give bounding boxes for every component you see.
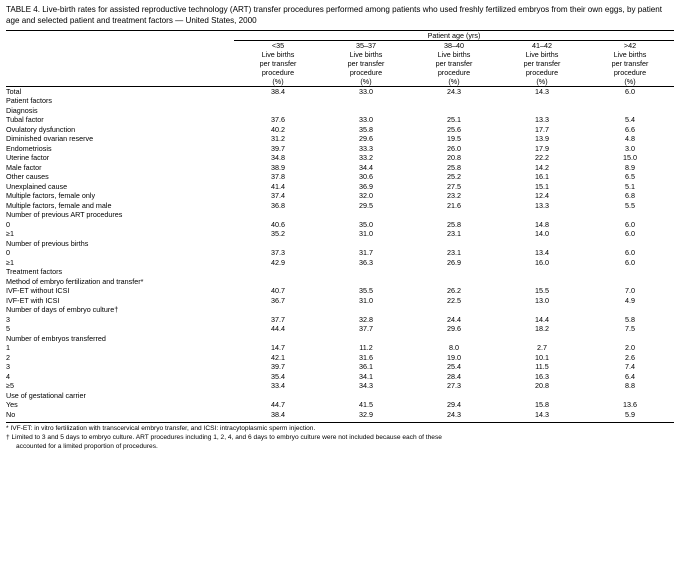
row-value: 5.1 — [625, 181, 635, 191]
row-value: 25.2 — [447, 172, 461, 181]
row-label: Total — [6, 86, 22, 96]
row-value: 16.1 — [535, 172, 549, 181]
row-label: 3 — [6, 314, 10, 324]
row-value — [498, 334, 586, 344]
row-value — [498, 305, 586, 315]
row-value: 37.3 — [271, 248, 285, 257]
column-header-spacer — [6, 40, 234, 86]
row-value — [234, 391, 322, 401]
row-value: 14.8 — [535, 219, 549, 229]
row-value: 27.3 — [447, 381, 461, 390]
row-value: 29.5 — [359, 200, 373, 210]
row-label: 2 — [6, 352, 10, 362]
table-row — [6, 134, 674, 144]
table-row — [6, 277, 674, 287]
table-row — [6, 400, 674, 410]
row-value: 19.5 — [447, 134, 461, 143]
row-label: 5 — [6, 324, 10, 333]
row-label: ≥1 — [6, 257, 14, 267]
row-value — [498, 267, 586, 277]
row-value: 15.0 — [623, 153, 637, 162]
row-value: 26.9 — [447, 257, 461, 267]
row-label: Treatment factors — [6, 267, 63, 276]
row-value — [586, 305, 674, 315]
row-value — [322, 96, 410, 106]
row-label: ≥1 — [6, 229, 14, 238]
row-value: 24.3 — [447, 86, 461, 96]
row-value — [586, 210, 674, 220]
row-value: 6.6 — [625, 124, 635, 134]
row-value: 24.4 — [447, 314, 461, 324]
row-label: No — [6, 409, 16, 419]
row-label: Number of previous births — [6, 238, 89, 248]
row-value: 36.3 — [359, 257, 373, 267]
row-value: 14.3 — [535, 86, 549, 96]
row-label: Multiple factors, female and male — [6, 200, 112, 210]
row-value — [410, 305, 498, 315]
row-value — [498, 391, 586, 401]
row-value: 34.3 — [359, 381, 373, 390]
row-value: 2.7 — [537, 343, 547, 352]
table-row — [6, 220, 674, 230]
row-value — [498, 239, 586, 249]
table-row — [6, 334, 674, 344]
row-value: 8.9 — [625, 162, 635, 172]
row-value: 25.4 — [447, 362, 461, 371]
row-value — [410, 210, 498, 220]
row-label: Diagnosis — [6, 105, 38, 115]
row-value — [322, 391, 410, 401]
row-value: 6.0 — [625, 248, 635, 257]
table-row — [6, 305, 674, 315]
row-value — [586, 106, 674, 116]
row-value: 42.9 — [271, 257, 285, 267]
table-row — [6, 353, 674, 363]
table-row — [6, 96, 674, 106]
table-row — [6, 248, 674, 258]
row-value — [322, 277, 410, 287]
table-row — [6, 106, 674, 116]
row-value: 4.9 — [625, 295, 635, 305]
row-value: 15.1 — [535, 181, 549, 191]
table-row — [6, 286, 674, 296]
row-label: Endometriosis — [6, 143, 52, 153]
row-value: 34.4 — [359, 162, 373, 172]
table-row — [6, 172, 674, 182]
row-value: 35.5 — [359, 286, 373, 295]
table-row — [6, 201, 674, 211]
row-value: 44.4 — [271, 324, 285, 333]
row-value: 26.2 — [447, 286, 461, 295]
table-row — [6, 391, 674, 401]
row-value: 19.0 — [447, 352, 461, 362]
row-value: 16.0 — [535, 257, 549, 267]
row-value: 28.4 — [447, 371, 461, 381]
row-value: 10.1 — [535, 352, 549, 362]
row-value — [498, 106, 586, 116]
row-label: 4 — [6, 371, 10, 381]
row-value — [586, 239, 674, 249]
column-header-41-42: 41–42 Live births per transfer procedure (%) — [523, 40, 561, 86]
row-value: 38.9 — [271, 162, 285, 172]
row-value: 30.6 — [359, 172, 373, 181]
row-value: 17.7 — [535, 124, 549, 134]
row-label: Number of days of embryo culture† — [6, 305, 119, 314]
row-label: Yes — [6, 400, 18, 409]
row-value: 35.0 — [359, 219, 373, 229]
row-value: 37.7 — [359, 324, 373, 333]
row-value: 4.8 — [625, 134, 635, 143]
table-row — [6, 182, 674, 192]
row-value: 13.0 — [535, 295, 549, 305]
row-value: 31.2 — [271, 134, 285, 143]
table-row — [6, 210, 674, 220]
row-value: 40.6 — [271, 219, 285, 229]
table-row — [6, 125, 674, 135]
row-value: 33.3 — [359, 143, 373, 153]
footnotes — [6, 423, 674, 452]
row-value — [322, 239, 410, 249]
row-value: 36.9 — [359, 181, 373, 191]
row-value: 7.4 — [625, 362, 635, 371]
row-value: 39.7 — [271, 143, 285, 153]
row-value: 25.1 — [447, 115, 461, 124]
table-row — [6, 258, 674, 268]
row-value: 23.1 — [447, 229, 461, 238]
row-value: 7.0 — [625, 286, 635, 295]
data-table — [6, 31, 674, 86]
row-value: 33.0 — [359, 115, 373, 124]
row-label: IVF-ET with ICSI — [6, 295, 60, 305]
row-value: 14.4 — [535, 314, 549, 324]
row-label: Number of embryos transferred — [6, 333, 106, 343]
row-value — [234, 96, 322, 106]
row-value — [322, 106, 410, 116]
row-value: 40.7 — [271, 286, 285, 295]
table-row — [6, 144, 674, 154]
row-value: 35.2 — [271, 229, 285, 238]
row-value: 29.6 — [359, 134, 373, 143]
row-value — [410, 277, 498, 287]
row-value: 25.8 — [447, 162, 461, 172]
row-value: 22.5 — [447, 295, 461, 305]
row-value — [586, 277, 674, 287]
row-value: 29.4 — [447, 400, 461, 409]
row-value: 7.5 — [625, 324, 635, 333]
row-value — [498, 210, 586, 220]
row-label: Patient factors — [6, 96, 52, 105]
row-label: Method of embryo fertilization and transfer* — [6, 276, 144, 286]
row-value: 8.8 — [625, 381, 635, 390]
row-label: Unexplained cause — [6, 181, 68, 191]
row-value: 36.7 — [271, 295, 285, 305]
row-value: 24.3 — [447, 409, 461, 419]
row-value — [322, 267, 410, 277]
row-value: 37.7 — [271, 314, 285, 324]
row-value: 6.5 — [625, 172, 635, 181]
row-value: 20.8 — [447, 153, 461, 162]
table-row — [6, 372, 674, 382]
row-value: 2.6 — [625, 352, 635, 362]
row-value: 5.8 — [625, 314, 635, 324]
table-row — [6, 410, 674, 420]
table-row — [6, 296, 674, 306]
row-value — [586, 267, 674, 277]
footnote-2-cont: accounted for a limited proportion of procedures. — [16, 442, 158, 450]
column-header-38-40: 38–40 Live births per transfer procedure (%) — [435, 40, 473, 86]
page-title: TABLE 4. Live-birth rates for assisted reproductive technology (ART) transfer procedures performed among patients who used freshly fertilized embryos from their own eggs, by patient age and selected patient and treatment factors — United States, 2000 — [6, 5, 663, 25]
row-value: 33.4 — [271, 381, 285, 390]
row-value — [410, 267, 498, 277]
group-header-patient-age: Patient age (yrs) — [234, 31, 674, 41]
row-value: 29.6 — [447, 324, 461, 333]
row-value: 11.2 — [359, 343, 373, 352]
row-value: 36.8 — [271, 200, 285, 210]
row-value: 32.8 — [359, 314, 373, 324]
row-value: 25.8 — [447, 219, 461, 229]
row-value: 41.4 — [271, 181, 285, 191]
table-row — [6, 267, 674, 277]
row-value — [234, 106, 322, 116]
row-value — [410, 239, 498, 249]
table-row — [6, 381, 674, 391]
row-value: 27.5 — [447, 181, 461, 191]
row-label: 0 — [6, 219, 10, 229]
row-label: Ovulatory dysfunction — [6, 124, 76, 134]
row-value: 12.4 — [535, 191, 549, 200]
row-value: 37.8 — [271, 172, 285, 181]
row-value: 37.6 — [271, 115, 285, 124]
row-value: 40.2 — [271, 124, 285, 134]
row-value — [410, 391, 498, 401]
row-value: 36.1 — [359, 362, 373, 371]
row-value: 6.4 — [625, 371, 635, 381]
table-row — [6, 229, 674, 239]
row-value: 13.9 — [535, 134, 549, 143]
row-value — [234, 239, 322, 249]
row-value: 14.7 — [271, 343, 285, 352]
row-value: 5.9 — [625, 409, 635, 419]
row-value: 31.0 — [359, 295, 373, 305]
row-label: Other causes — [6, 172, 49, 181]
row-value: 25.6 — [447, 124, 461, 134]
row-value — [498, 277, 586, 287]
row-value: 13.3 — [535, 200, 549, 210]
row-value: 16.3 — [535, 371, 549, 381]
row-value — [322, 210, 410, 220]
footnote-1: * IVF-ET: in vitro fertilization with transcervical embryo transfer, and ICSI: intracytoplasmic sperm injection. — [6, 424, 316, 432]
group-header-row — [6, 31, 674, 41]
row-value: 6.8 — [625, 191, 635, 200]
row-value — [586, 96, 674, 106]
column-header-under-35: <35 Live births per transfer procedure (%) — [259, 40, 297, 86]
row-value: 5.4 — [625, 115, 635, 124]
row-label: IVF-ET without ICSI — [6, 286, 70, 295]
row-value: 23.1 — [447, 248, 461, 257]
row-value — [234, 277, 322, 287]
row-label: Male factor — [6, 162, 42, 172]
column-header-row — [6, 40, 674, 86]
row-value: 39.7 — [271, 362, 285, 371]
row-value: 35.8 — [359, 124, 373, 134]
row-value: 13.3 — [535, 115, 549, 124]
table-head — [6, 31, 674, 86]
row-value: 33.2 — [359, 153, 373, 162]
row-value: 37.4 — [271, 191, 285, 200]
row-label: 3 — [6, 362, 10, 371]
row-value: 31.7 — [359, 248, 373, 257]
row-value: 18.2 — [535, 324, 549, 333]
table-row — [6, 163, 674, 173]
row-value: 34.1 — [359, 371, 373, 381]
row-value: 22.2 — [535, 153, 549, 162]
row-value: 38.4 — [271, 409, 285, 419]
row-value — [234, 334, 322, 344]
row-value: 8.0 — [449, 343, 459, 352]
row-label: Multiple factors, female only — [6, 191, 96, 200]
row-value: 6.0 — [625, 86, 635, 96]
table-row — [6, 343, 674, 353]
row-value: 2.0 — [625, 343, 635, 352]
row-value — [586, 391, 674, 401]
row-value — [234, 267, 322, 277]
row-value — [410, 96, 498, 106]
table-row — [6, 87, 674, 97]
row-value: 17.9 — [535, 143, 549, 153]
row-value — [410, 106, 498, 116]
row-value: 6.0 — [625, 257, 635, 267]
row-value: 15.8 — [535, 400, 549, 409]
row-value: 31.6 — [359, 352, 373, 362]
row-label: 0 — [6, 248, 10, 257]
row-value — [498, 96, 586, 106]
row-value: 31.0 — [359, 229, 373, 238]
row-label: Use of gestational carrier — [6, 390, 86, 400]
row-label: Number of previous ART procedures — [6, 210, 123, 219]
row-value — [322, 305, 410, 315]
table-row — [6, 324, 674, 334]
row-value — [410, 334, 498, 344]
row-value: 20.8 — [535, 381, 549, 390]
footnote-2: † Limited to 3 and 5 days to embryo culture. ART procedures including 1, 2, 4, and 6 days to embryo culture were not included because each of these — [6, 433, 442, 441]
table-row — [6, 315, 674, 325]
row-value: 35.4 — [271, 371, 285, 381]
row-label: Diminished ovarian reserve — [6, 134, 94, 143]
row-value: 14.2 — [535, 162, 549, 172]
column-header-35-37: 35–37 Live births per transfer procedure (%) — [347, 40, 385, 86]
table-body — [6, 87, 674, 420]
row-value: 34.8 — [271, 153, 285, 162]
row-value: 3.0 — [625, 143, 635, 153]
row-value — [234, 210, 322, 220]
table-row — [6, 191, 674, 201]
table-row — [6, 362, 674, 372]
row-value: 13.4 — [535, 248, 549, 257]
row-value — [234, 305, 322, 315]
row-value: 11.5 — [535, 362, 549, 371]
data-table-body — [6, 87, 674, 420]
row-value: 14.3 — [535, 409, 549, 419]
table-row — [6, 239, 674, 249]
row-label: Tubal factor — [6, 115, 44, 124]
table-row — [6, 153, 674, 163]
row-value: 6.0 — [625, 219, 635, 229]
row-label: 1 — [6, 343, 10, 352]
row-value: 41.5 — [359, 400, 373, 409]
row-label: ≥5 — [6, 381, 14, 390]
row-value: 32.9 — [359, 409, 373, 419]
table-row — [6, 115, 674, 125]
row-value: 32.0 — [359, 191, 373, 200]
column-header-over-42: >42 Live births per transfer procedure (%) — [611, 40, 649, 86]
row-value: 13.6 — [623, 400, 637, 409]
row-value: 5.5 — [625, 200, 635, 210]
row-value: 38.4 — [271, 86, 285, 96]
row-value: 14.0 — [535, 229, 549, 238]
row-value: 33.0 — [359, 86, 373, 96]
group-header-spacer — [6, 31, 234, 41]
row-value: 23.2 — [447, 191, 461, 200]
row-value — [586, 334, 674, 344]
row-value: 6.0 — [625, 229, 635, 238]
row-value: 26.0 — [447, 143, 461, 153]
row-value: 42.1 — [271, 352, 285, 362]
row-value — [322, 334, 410, 344]
row-value: 21.6 — [447, 200, 461, 210]
row-label: Uterine factor — [6, 153, 50, 162]
row-value: 15.5 — [535, 286, 549, 295]
row-value: 44.7 — [271, 400, 285, 409]
